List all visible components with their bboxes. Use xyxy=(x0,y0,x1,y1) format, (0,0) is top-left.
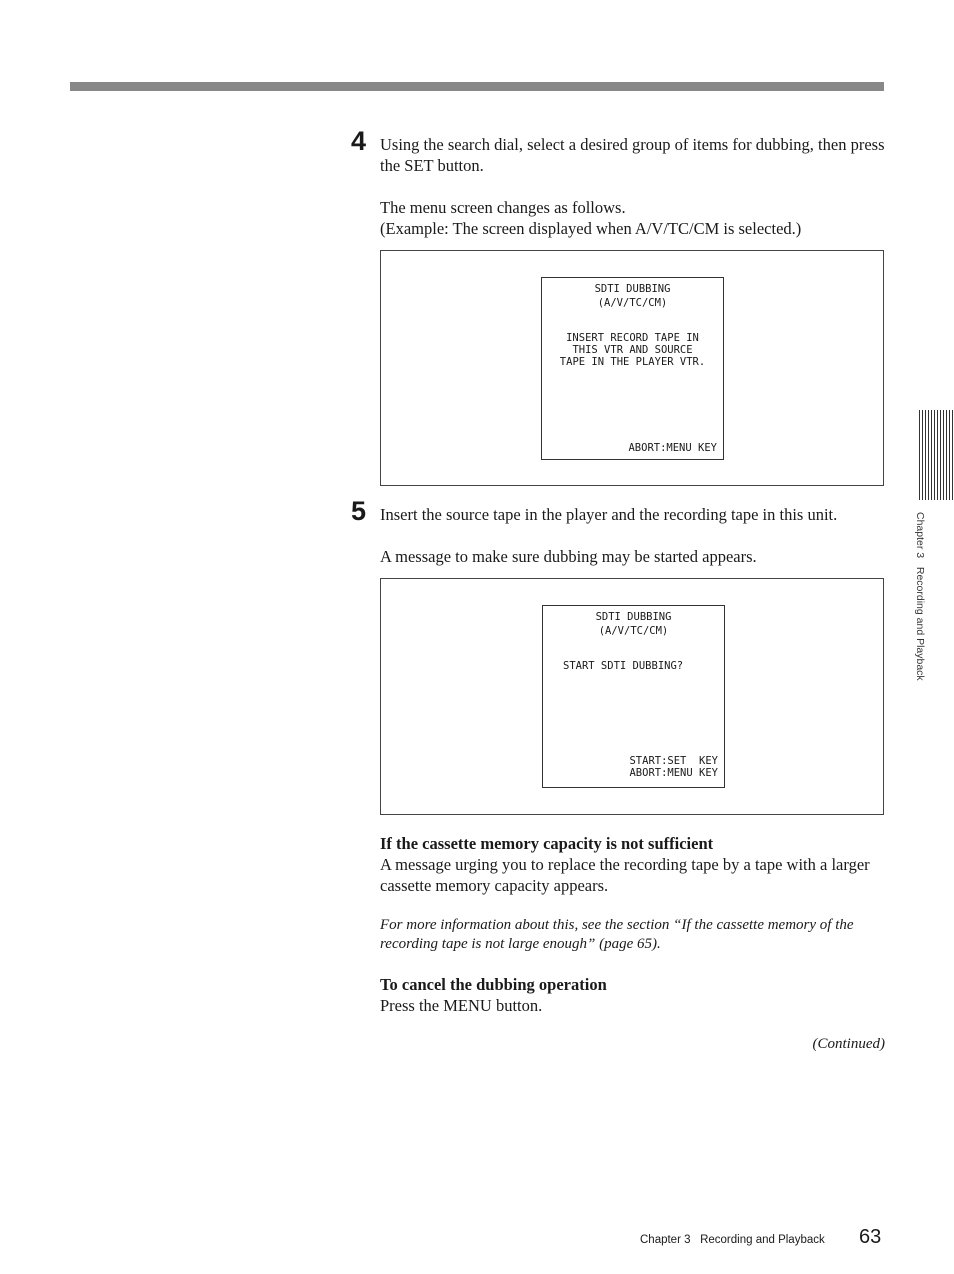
cancel-text: Press the MENU button. xyxy=(380,996,543,1015)
screen-1-frame xyxy=(380,250,884,486)
step-5-instruction: Insert the source tape in the player and the recording tape in this unit. xyxy=(380,505,838,524)
screen-1-display xyxy=(541,277,724,460)
header-rule xyxy=(70,82,884,91)
screen-2-frame xyxy=(380,578,884,815)
screen-1-message: INSERT RECORD TAPE IN THIS VTR AND SOURCE TAPE IN THE PLAYER VTR. xyxy=(559,332,706,368)
screen-2-message: START SDTI DUBBING? xyxy=(563,660,684,672)
continued-label: (Continued) xyxy=(812,1036,885,1052)
page-number: 63 xyxy=(859,1226,882,1248)
step-5-number: 5 xyxy=(351,496,367,526)
screen-1-title: SDTI DUBBING xyxy=(594,283,671,295)
screen-2-title: SDTI DUBBING xyxy=(595,611,672,623)
chapter-tab-label: Chapter 3 Recording and Playback xyxy=(914,512,926,681)
step-5-note: A message to make sure dubbing may be started appears. xyxy=(380,547,757,566)
step-4-note-line1: The menu screen changes as follows. xyxy=(380,198,626,217)
chapter-tab-stripes xyxy=(919,410,954,500)
screen-2-key-hints: START:SET KEY ABORT:MENU KEY xyxy=(629,755,718,779)
footer-chapter: Chapter 3 Recording and Playback xyxy=(640,1234,825,1246)
screen-2-subtitle: (A/V/TC/CM) xyxy=(598,625,669,637)
cancel-heading: To cancel the dubbing operation xyxy=(380,975,607,994)
cassette-reference: For more information about this, see the section “If the cassette memory of the recording tape is not large enough” (page 65). xyxy=(380,917,854,952)
step-4-instruction: Using the search dial, select a desired group of items for dubbing, then press the SET button. xyxy=(380,135,885,175)
step-4-number: 4 xyxy=(351,126,367,156)
step-4-note-line2: (Example: The screen displayed when A/V/TC/CM is selected.) xyxy=(380,219,802,238)
cassette-heading: If the cassette memory capacity is not sufficient xyxy=(380,834,714,853)
screen-2-display xyxy=(542,605,725,788)
cassette-text: A message urging you to replace the recording tape by a tape with a larger cassette memory capacity appears. xyxy=(380,855,870,895)
screen-1-abort-hint: ABORT:MENU KEY xyxy=(628,442,717,454)
screen-1-subtitle: (A/V/TC/CM) xyxy=(597,297,668,309)
